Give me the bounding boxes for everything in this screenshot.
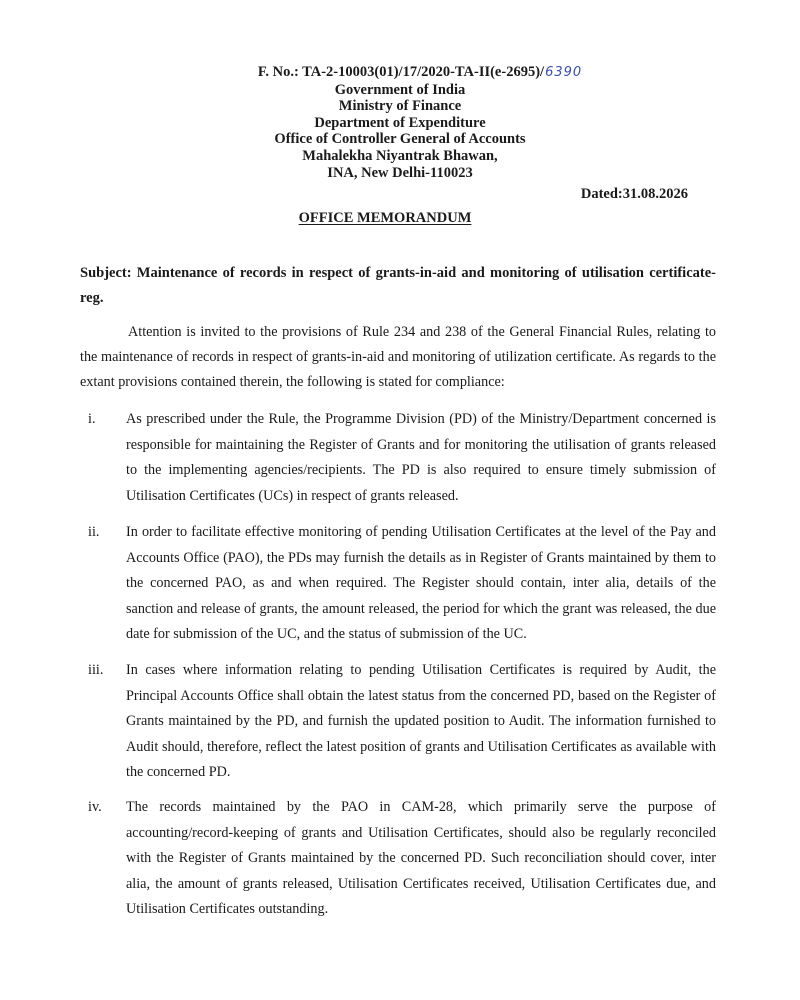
letterhead-line-ministry: Ministry of Finance xyxy=(338,98,462,115)
list-item-text: As prescribed under the Rule, the Programme Division (PD) of the Ministry/Department concerned is responsible for maintaining the Register of Grants and for monitoring the utilisation of grants released to the implementing agencies/recipients. The PD is also required to ensure timely submission of Utilisation Certificates (UCs) in respect of grants released. xyxy=(126,411,716,504)
list-item xyxy=(80,658,716,786)
letterhead-line-address: INA, New Delhi-110023 xyxy=(327,164,473,181)
intro-text: Attention is invited to the provisions of Rule 234 and 238 of the General Financial Rules, relating to the maintenance of records in respect of grants-in-aid and monitoring of utilization certificate. As regards to the extant provisions contained therein, the following is stated for compliance: xyxy=(80,324,716,390)
intro-paragraph xyxy=(80,320,716,395)
file-number-handwritten: 6390 xyxy=(545,65,583,80)
list-item xyxy=(80,520,716,648)
letterhead-line-office: Office of Controller General of Accounts xyxy=(274,131,526,148)
list-item-text: In order to facilitate effective monitoring of pending Utilisation Certificates at the level of the Pay and Accounts Office (PAO), the PDs may furnish the details as in Register of Grants maintained by them to the concerned PAO, as and when required. The Register should contain, inter alia, details of the sanction and release of grants, the amount released, the period for which the grant was released, the due date for submission of the UC, and the status of submission of the UC. xyxy=(126,524,716,642)
letterhead-line-government: Government of India xyxy=(334,81,466,98)
list-item xyxy=(80,795,716,923)
memo-subject: Subject: Maintenance of records in respect of grants-in-aid and monitoring of utilisation certificate-reg. xyxy=(80,265,716,306)
file-number-text: F. No.: TA-2-10003(01)/17/2020-TA-II(e-2695)/ xyxy=(257,64,545,80)
list-item-number: iv. xyxy=(88,799,102,815)
list-item-text: In cases where information relating to pending Utilisation Certificates is required by Audit, the Principal Accounts Office shall obtain the latest status from the concerned PD, based on the Register of Grants maintained by the PD, and furnish the updated position to Audit. The information furnished to Audit should, therefore, reflect the latest position of grants and Utilisation Certificates as available with the concerned PD. xyxy=(126,662,716,780)
file-number xyxy=(258,64,582,82)
list-item-text: The records maintained by the PAO in CAM-28, which primarily serve the purpose of accounting/record-keeping of grants and Utilisation Certificates, should also be regularly reconciled with the Register of Grants maintained by the concerned PD. Such reconciliation should cover, inter alia, the amount of grants released, Utilisation Certificates received, Utilisation Certificates due, and Utilisation Certificates outstanding. xyxy=(126,799,716,917)
letterhead-line-building: Mahalekha Niyantrak Bhawan, xyxy=(302,147,498,164)
memo-title: OFFICE MEMORANDUM xyxy=(298,210,472,226)
memo-date: Dated:31.08.2026 xyxy=(580,186,688,202)
list-item-number: i. xyxy=(88,411,96,427)
letterhead xyxy=(0,64,800,181)
letterhead-line-department: Department of Expenditure xyxy=(314,114,486,131)
list-item xyxy=(80,407,716,509)
list-item-number: iii. xyxy=(88,662,104,678)
list-item-number: ii. xyxy=(88,524,100,540)
